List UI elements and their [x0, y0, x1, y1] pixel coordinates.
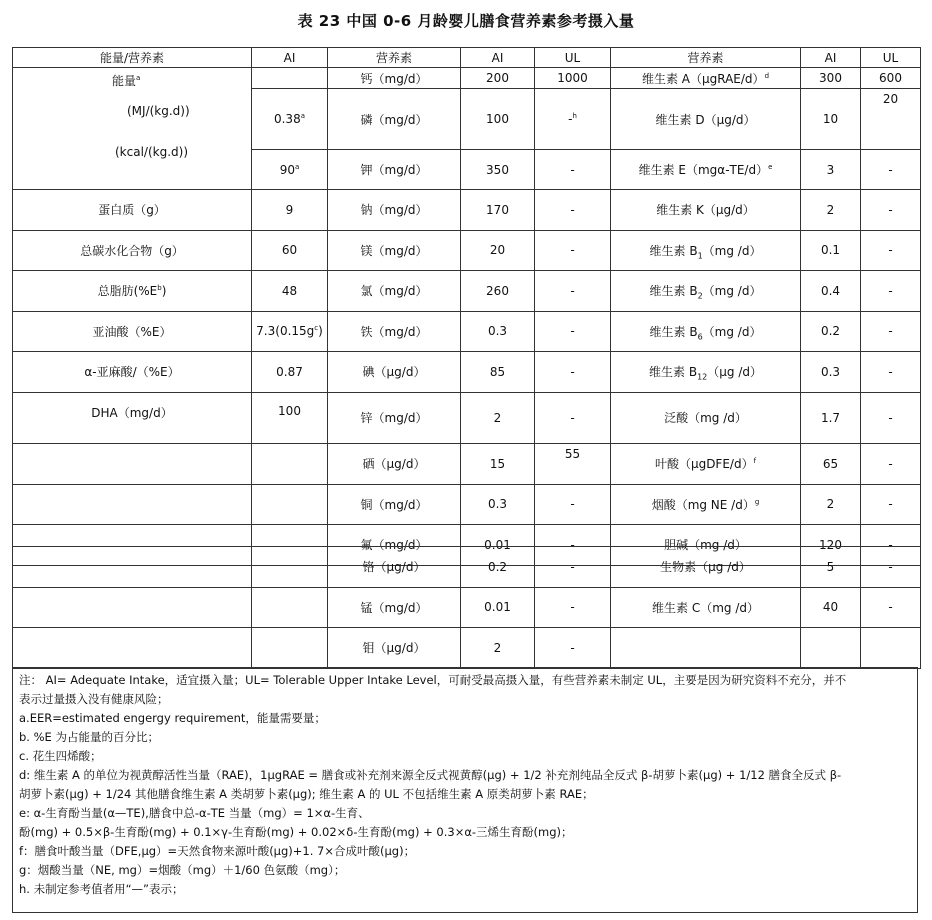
header-nutrient: 营养素: [328, 48, 461, 68]
empty-cell: [13, 484, 252, 525]
nutrient-ai: 60: [252, 230, 328, 271]
nutrient-ai-suffix: ): [318, 324, 323, 339]
mineral-ai: 0.3: [461, 484, 535, 525]
vitamin-ai: 300: [801, 68, 861, 89]
mineral-ul: [535, 89, 611, 150]
table-title: 表 23 中国 0-6 月龄婴儿膳食营养素参考摄入量: [297, 12, 635, 30]
header-nutrient: 营养素: [611, 48, 801, 68]
note-line: b. %E 为占能量的百分比；: [19, 730, 159, 744]
vitamin-name-text: 维生素 B: [649, 243, 698, 258]
note-line: h. 未制定参考值者用“—”表示；: [19, 882, 184, 896]
vitamin-ai: 0.1: [801, 230, 861, 271]
table-row: [13, 352, 921, 393]
table-row: [13, 68, 921, 89]
mineral-name: 磷（mg/d）: [328, 89, 461, 150]
vitamin-name: 胆碱（mg /d）: [611, 525, 801, 566]
energy-ai-kcal: [252, 150, 328, 190]
mineral-ai: 170: [461, 190, 535, 231]
vitamin-unit: （μg /d）: [707, 365, 762, 380]
mineral-ul: 1000: [535, 68, 611, 89]
vitamin-ul: -: [861, 547, 921, 588]
vitamin-name-text: 叶酸（μgDFE/d）: [654, 457, 754, 472]
footnote-mark: h: [572, 112, 577, 120]
nutrient-ai-value: 7.3(0.15g: [256, 324, 315, 339]
nutrient-name: DHA（mg/d）: [13, 392, 252, 444]
mineral-ai: 0.01: [461, 525, 535, 566]
vitamin-name: [611, 271, 801, 312]
vitamin-ai: 0.3: [801, 352, 861, 393]
vitamin-name: 生物素（μg /d）: [611, 547, 801, 588]
mineral-name: 钙（mg/d）: [328, 68, 461, 89]
mineral-ai: 200: [461, 68, 535, 89]
mineral-ai: 2: [461, 628, 535, 669]
mineral-ul: -: [535, 628, 611, 669]
nutrient-name: 总碳水化合物（g）: [13, 230, 252, 271]
footnote-mark: a: [136, 74, 141, 82]
nutrient-ai: [252, 311, 328, 352]
mineral-ul: -: [535, 484, 611, 525]
mineral-ul: -: [535, 271, 611, 312]
mineral-ul: -: [535, 311, 611, 352]
vitamin-ul: [861, 89, 921, 150]
nutrient-ai: 100: [252, 392, 328, 444]
note-line: 酚(mg) + 0.5×β-生育酚(mg) + 0.1×γ-生育酚(mg) + 0.02×δ-生育酚(mg) + 0.3×α-三烯生育酚(mg)；: [19, 825, 573, 839]
vitamin-name: 维生素 K（μg/d）: [611, 190, 801, 231]
mineral-ul: -: [535, 352, 611, 393]
vitamin-ul: -: [861, 271, 921, 312]
vitamin-ul-value: 20: [882, 92, 899, 106]
vitamin-ul: -: [861, 230, 921, 271]
header-ul: UL: [861, 48, 921, 68]
table-row: [13, 392, 921, 444]
note-line: d: 维生素 A 的单位为视黄醇活性当量（RAE)，1μgRAE = 膳食或补充剂来源全反式视黄醇(μg) + 1/2 补充剂纯品全反式 β-胡萝卜素(μg) + 1/12 膳食全反式 β-: [19, 768, 842, 782]
nutrient-ai: 0.87: [252, 352, 328, 393]
vitamin-name: [611, 352, 801, 393]
note-line: e: α-生育酚当量(α—TE),膳食中总-α-TE 当量（mg）= 1×α-生育、: [19, 806, 370, 820]
empty-cell: [13, 547, 252, 588]
vitamin-unit: （mg /d）: [702, 243, 762, 258]
nutrient-table-main: [12, 47, 921, 566]
mineral-name: 锌（mg/d）: [328, 392, 461, 444]
table-row: [13, 444, 921, 485]
mineral-ul-value: 55: [564, 447, 581, 461]
mineral-ul-value: -: [568, 112, 573, 126]
footnote-mark: a: [300, 112, 305, 120]
vitamin-name: 维生素 C（mg /d）: [611, 587, 801, 628]
note-line: g：烟酸当量（NE, mg）=烟酸（mg）＋1/60 色氨酸（mg）；: [19, 863, 346, 877]
vitamin-ul: -: [861, 587, 921, 628]
mineral-ai: 260: [461, 271, 535, 312]
nutrient-name-text: 总脂肪(%E: [97, 284, 158, 299]
vitamin-name: [611, 311, 801, 352]
vitamin-ul: 600: [861, 68, 921, 89]
footnote-mark: f: [753, 457, 757, 466]
vitamin-ai: 0.2: [801, 311, 861, 352]
footnote-mark: d: [764, 71, 770, 80]
vitamin-unit: （mg /d）: [702, 284, 762, 299]
vitamin-ul: -: [861, 444, 921, 485]
table-row: [13, 484, 921, 525]
vitamin-ai: 2: [801, 190, 861, 231]
table-row: [13, 271, 921, 312]
vitamin-name: 泛酸（mg /d）: [611, 392, 801, 444]
table-row: [13, 190, 921, 231]
vitamin-ul: -: [861, 352, 921, 393]
vitamin-unit: （mg /d）: [702, 324, 762, 339]
mineral-ul: -: [535, 392, 611, 444]
empty-cell: [13, 444, 252, 485]
mineral-name: 碘（μg/d）: [328, 352, 461, 393]
energy-ai-mj: [252, 89, 328, 150]
table-header-row: [13, 48, 921, 68]
empty-cell: [252, 628, 328, 669]
vitamin-ul: -: [861, 311, 921, 352]
mineral-name: 铜（mg/d）: [328, 484, 461, 525]
header-ul: UL: [535, 48, 611, 68]
vitamin-name-text: 烟酸（mg NE /d）: [651, 497, 755, 512]
vitamin-ai: 1.7: [801, 392, 861, 444]
energy-ai-kcal-value: 90: [279, 162, 295, 177]
mineral-name: 铬（μg/d）: [328, 547, 461, 588]
vitamin-name-text: 维生素 B: [649, 365, 698, 380]
empty-cell: [252, 484, 328, 525]
note-line: a.EER=estimated engergy requirement，能量需要量；: [19, 711, 326, 725]
vitamin-ai: 10: [801, 89, 861, 150]
mineral-name: 氟（mg/d）: [328, 525, 461, 566]
footnote-mark: e: [768, 163, 773, 171]
vitamin-name-text: 维生素 E（mgα-TE/d）: [638, 163, 769, 177]
table-row: [13, 587, 921, 628]
mineral-ul: [535, 444, 611, 485]
mineral-ul: -: [535, 587, 611, 628]
nutrient-name: 亚油酸（%E）: [13, 311, 252, 352]
vitamin-name: [611, 68, 801, 89]
mineral-ai: 100: [461, 89, 535, 150]
mineral-ai: 15: [461, 444, 535, 485]
mineral-ul: -: [535, 150, 611, 190]
header-energy-nutrient: 能量/营养素: [13, 48, 252, 68]
vitamin-name-text: 维生素 B: [649, 324, 698, 339]
mineral-ul: -: [535, 525, 611, 566]
vitamin-name: [611, 484, 801, 525]
nutrient-ai: 48: [252, 271, 328, 312]
vitamin-ul: [861, 628, 921, 669]
energy-ai-mj-value: 0.38: [273, 112, 301, 126]
nutrient-table-continued: [12, 546, 921, 669]
nutrient-name: 蛋白质（g）: [13, 190, 252, 231]
table-row: [13, 628, 921, 669]
table-row: [13, 311, 921, 352]
vitamin-ai: 65: [801, 444, 861, 485]
vitamin-ai: 40: [801, 587, 861, 628]
vitamin-ul: -: [861, 150, 921, 190]
energy-unit-mj: (MJ/(kg.d)): [127, 104, 190, 118]
vitamin-name: [611, 230, 801, 271]
mineral-ai: 2: [461, 392, 535, 444]
empty-cell: [13, 628, 252, 669]
mineral-ai: 350: [461, 150, 535, 190]
vitamin-ul: -: [861, 392, 921, 444]
note-line: 胡萝卜素(μg) + 1/24 其他膳食维生素 A 类胡萝卜素(μg); 维生素 A 的 UL 不包括维生素 A 原类胡萝卜素 RAE；: [19, 787, 594, 801]
header-ai: AI: [461, 48, 535, 68]
note-line: c. 花生四烯酸；: [19, 749, 102, 763]
vitamin-ai: 2: [801, 484, 861, 525]
vitamin-name: [611, 444, 801, 485]
vitamin-ul: -: [861, 484, 921, 525]
mineral-name: 钼（μg/d）: [328, 628, 461, 669]
nutrient-ai: 9: [252, 190, 328, 231]
mineral-ai: 0.2: [461, 547, 535, 588]
vitamin-name: [611, 628, 801, 669]
mineral-name: 锰（mg/d）: [328, 587, 461, 628]
vitamin-name: 维生素 D（μg/d）: [611, 89, 801, 150]
vitamin-ai: 3: [801, 150, 861, 190]
subscript: 6: [697, 332, 703, 342]
empty-cell: [13, 587, 252, 628]
mineral-ul: -: [535, 230, 611, 271]
note-line: 表示过量摄入没有健康风险；: [19, 692, 169, 706]
footnote-mark: a: [294, 162, 300, 171]
empty-cell: [252, 444, 328, 485]
subscript: 2: [697, 291, 703, 301]
nutrient-name-suffix: ): [161, 284, 167, 299]
footnote-mark: b: [157, 284, 162, 293]
mineral-ul: -: [535, 547, 611, 588]
nutrient-name: α-亚麻酸/（%E）: [13, 352, 252, 393]
energy-label-text: 能量: [112, 74, 137, 88]
vitamin-ul: -: [861, 190, 921, 231]
mineral-ai: 85: [461, 352, 535, 393]
vitamin-ai: [801, 628, 861, 669]
mineral-name: 氯（mg/d）: [328, 271, 461, 312]
vitamin-name: [611, 150, 801, 190]
mineral-name: 硒（μg/d）: [328, 444, 461, 485]
mineral-name: 铁（mg/d）: [328, 311, 461, 352]
table-row: [13, 547, 921, 588]
vitamin-ai: 5: [801, 547, 861, 588]
mineral-name: 钾（mg/d）: [328, 150, 461, 190]
energy-unit-kcal: (kcal/(kg.d)): [115, 145, 189, 159]
mineral-name: 镁（mg/d）: [328, 230, 461, 271]
note-line: f：膳食叶酸当量（DFE,μg）=天然食物来源叶酸(μg)+1. 7×合成叶酸(μg)；: [19, 844, 416, 858]
header-ai: AI: [252, 48, 328, 68]
subscript: 1: [697, 251, 703, 261]
subscript: 12: [697, 372, 708, 382]
note-line: 注： AI= Adequate Intake，适宜摄入量；UL= Tolerable Upper Intake Level，可耐受最高摄入量，有些营养素未制定 UL，主要是因为研究资料不充分，并不: [19, 673, 847, 687]
nutrient-name: [13, 271, 252, 312]
energy-ai-empty: [252, 68, 328, 89]
footnote-mark: c: [314, 324, 319, 333]
vitamin-ul: -: [861, 525, 921, 566]
empty-cell: [252, 547, 328, 588]
mineral-ul: -: [535, 190, 611, 231]
footnotes: [12, 667, 918, 913]
vitamin-name-text: 维生素 A（μgRAE/d）: [641, 71, 765, 86]
vitamin-ai: 0.4: [801, 271, 861, 312]
empty-cell: [252, 587, 328, 628]
vitamin-ai: 120: [801, 525, 861, 566]
footnote-mark: g: [754, 497, 760, 506]
mineral-ai: 0.3: [461, 311, 535, 352]
header-ai: AI: [801, 48, 861, 68]
mineral-ai: 20: [461, 230, 535, 271]
mineral-name: 钠（mg/d）: [328, 190, 461, 231]
mineral-ai: 0.01: [461, 587, 535, 628]
table-row: [13, 230, 921, 271]
vitamin-name-text: 维生素 B: [649, 284, 698, 299]
energy-label: [112, 72, 140, 89]
